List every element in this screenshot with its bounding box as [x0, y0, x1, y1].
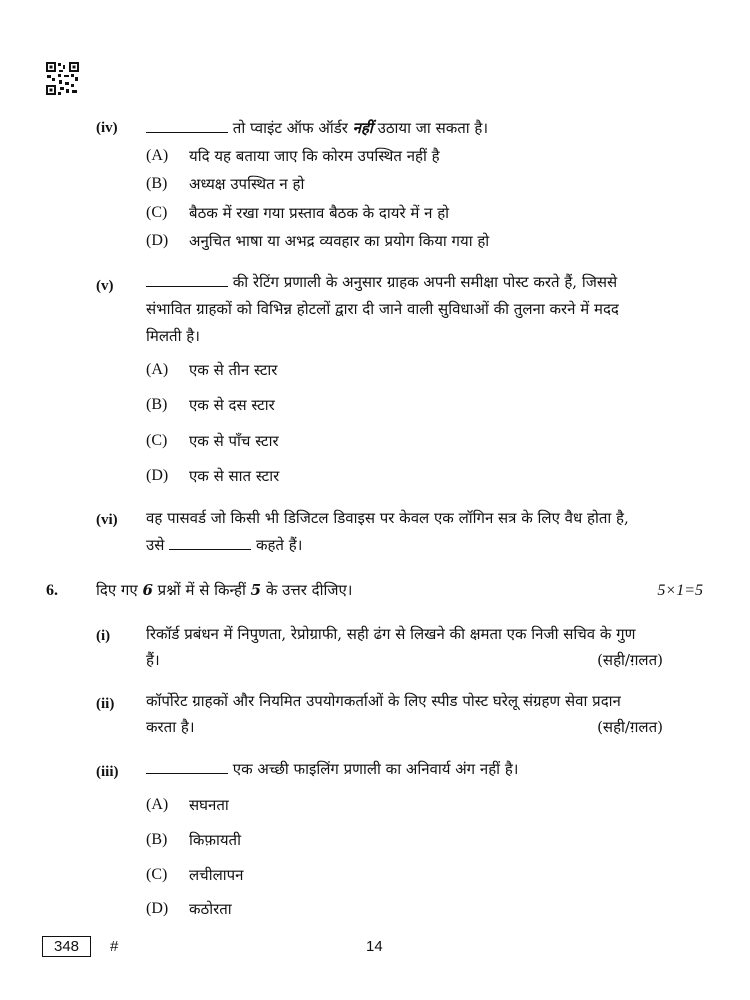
instruction-part: दिए गए	[96, 581, 138, 599]
true-false-hint: (सही/ग़लत)	[597, 651, 663, 669]
question-vi-line2-a: उसे	[146, 536, 165, 554]
question-iv-text	[146, 118, 488, 138]
page-number: 14	[366, 938, 383, 955]
question-vi-line2	[146, 535, 302, 555]
question-v-line3: मिलती है।	[146, 327, 200, 345]
true-false-hint: (सही/ग़लत)	[597, 718, 663, 736]
marks-allocation: 5×1=5	[657, 582, 703, 599]
instruction-part: के उत्तर दीजिए।	[265, 581, 353, 599]
option-label: (D)	[146, 467, 169, 484]
question-6-ii-line2: करता है।	[146, 718, 195, 736]
answer-blank	[146, 759, 228, 774]
question-v-line2: संभावित ग्राहकों को विभिन्न होटलों द्वारा दी जाने वाली सुविधाओं की तुलना करने में मदद	[146, 300, 619, 318]
question-iv-text-c: उठाया जा सकता है।	[377, 119, 489, 137]
option-label: (D)	[146, 232, 169, 249]
option-label: (B)	[146, 396, 168, 413]
question-number-6-i: (i)	[96, 628, 111, 644]
option-label: (C)	[146, 432, 168, 449]
answer-blank	[146, 118, 228, 133]
question-iv-text-a: तो प्वाइंट ऑफ ऑर्डर	[232, 119, 348, 137]
answer-blank	[146, 272, 228, 287]
question-v-line1-text: की रेटिंग प्रणाली के अनुसार ग्राहक अपनी समीक्षा पोस्ट करते हैं, जिससे	[232, 273, 618, 291]
option-label: (C)	[146, 866, 168, 883]
option-text: बैठक में रखा गया प्रस्ताव बैठक के दायरे में न हो	[189, 204, 450, 222]
qr-code	[46, 62, 79, 95]
question-number-v: (v)	[96, 278, 114, 294]
question-number-iv: (iv)	[96, 120, 118, 136]
option-label: (A)	[146, 361, 169, 378]
option-text: लचीलापन	[189, 866, 244, 884]
option-text: एक से सात स्टार	[189, 467, 280, 485]
question-6-i-line1: रिकॉर्ड प्रबंधन में निपुणता, रेप्रोग्राफी, सही ढंग से लिखने की क्षमता एक निजी सचिव के गुण	[146, 625, 636, 643]
option-label: (B)	[146, 175, 168, 192]
question-v-line1	[146, 272, 617, 292]
answer-blank	[169, 535, 251, 550]
option-text: कठोरता	[189, 900, 232, 918]
question-number-6: 6.	[46, 582, 58, 599]
option-text: एक से दस स्टार	[189, 396, 275, 414]
instruction-number: 6	[142, 581, 153, 599]
paper-code-box: 348	[42, 936, 91, 957]
question-vi-line2-b: कहते हैं।	[255, 536, 303, 554]
question-number-6-iii: (iii)	[96, 764, 119, 780]
question-6-instruction	[96, 580, 352, 600]
instruction-number: 5	[250, 581, 262, 599]
question-6-ii-line1: कॉर्पोरेट ग्राहकों और नियमित उपयोगकर्ताओं के लिए स्पीड पोस्ट घरेलू संग्रहण सेवा प्रदान	[146, 692, 621, 710]
question-6-i-line2: हैं।	[146, 651, 160, 669]
question-number-vi: (vi)	[96, 512, 118, 528]
option-text: सघनता	[189, 796, 229, 814]
footer-hash: #	[110, 938, 119, 955]
option-text: एक से पाँच स्टार	[189, 432, 279, 450]
question-6-iii-text-body: एक अच्छी फाइलिंग प्रणाली का अनिवार्य अंग नहीं है।	[232, 760, 519, 778]
question-vi-line1: वह पासवर्ड जो किसी भी डिजिटल डिवाइस पर केवल एक लॉगिन सत्र के लिए वैध होता है,	[146, 509, 629, 527]
option-text: अनुचित भाषा या अभद्र व्यवहार का प्रयोग किया गया हो	[189, 232, 490, 250]
instruction-part: प्रश्नों में से किन्हीं	[157, 581, 246, 599]
option-label: (A)	[146, 147, 169, 164]
question-number-6-ii: (ii)	[96, 696, 115, 712]
option-label: (C)	[146, 204, 168, 221]
option-label: (B)	[146, 831, 168, 848]
option-label: (D)	[146, 900, 169, 917]
question-iv-emphasis: नहीं	[352, 119, 373, 137]
option-label: (A)	[146, 796, 169, 813]
option-text: एक से तीन स्टार	[189, 361, 278, 379]
option-text: किफ़ायती	[189, 831, 241, 849]
question-6-iii-text	[146, 759, 519, 779]
option-text: यदि यह बताया जाए कि कोरम उपस्थित नहीं है	[189, 147, 440, 165]
option-text: अध्यक्ष उपस्थित न हो	[189, 175, 305, 193]
